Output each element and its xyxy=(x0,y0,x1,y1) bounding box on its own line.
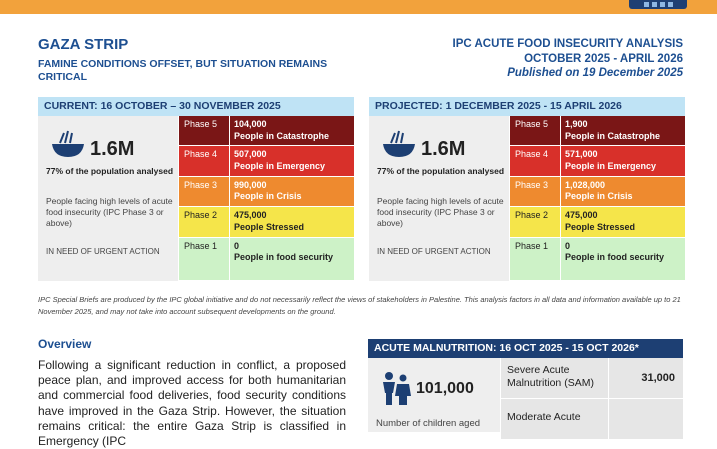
children-icon xyxy=(380,371,412,407)
phase-value: 104,000 xyxy=(234,119,267,129)
phase-label: Phase 2 xyxy=(184,210,218,221)
phase-value: 571,000 xyxy=(565,149,598,160)
phase-value: 1,900 xyxy=(565,119,588,129)
mam-row xyxy=(501,399,683,439)
page-subtitle: FAMINE CONDITIONS OFFSET, BUT SITUATION REMAINS CRITICAL xyxy=(38,58,328,83)
phase-desc: People in food security xyxy=(565,252,665,263)
phase-desc: People in Crisis xyxy=(565,191,633,202)
current-description: People facing high levels of acute food insecurity (IPC Phase 3 or above) xyxy=(46,196,173,228)
phase-label: Phase 3 xyxy=(515,179,549,190)
sam-row xyxy=(501,358,683,398)
phase-desc: People in food security xyxy=(234,252,334,263)
phase-label: Phase 5 xyxy=(515,119,549,129)
page-title: GAZA STRIP xyxy=(38,36,129,53)
phase-row xyxy=(510,238,685,281)
projected-summary xyxy=(369,116,509,281)
phase-value: 1,028,000 xyxy=(565,179,606,190)
projected-heading: PROJECTED: 1 DECEMBER 2025 - 15 APRIL 2026 xyxy=(369,97,685,116)
phase-row xyxy=(179,238,354,281)
phase-row xyxy=(510,177,685,207)
phase-desc: People in Catastrophe xyxy=(565,130,661,141)
analysis-header xyxy=(453,37,683,81)
overview-title: Overview xyxy=(38,337,92,351)
phase-label: Phase 1 xyxy=(515,240,549,251)
projected-panel xyxy=(369,97,685,281)
current-need: IN NEED OF URGENT ACTION xyxy=(46,247,160,256)
phase-row xyxy=(510,146,685,176)
phase-value: 0 xyxy=(565,240,571,251)
food-bowl-icon xyxy=(50,129,86,161)
malnutrition-heading: ACUTE MALNUTRITION: 16 OCT 2025 - 15 OCT 2026* xyxy=(368,339,683,358)
published-date: Published on 19 December 2025 xyxy=(507,67,683,79)
current-summary xyxy=(38,116,178,281)
projected-description: People facing high levels of acute food insecurity (IPC Phase 3 or above) xyxy=(377,196,504,228)
phase-row xyxy=(179,116,354,146)
ipc-logo xyxy=(629,0,687,9)
children-count: 101,000 xyxy=(416,380,474,397)
phase-desc: People in Catastrophe xyxy=(234,130,330,141)
phase-label: Phase 4 xyxy=(184,149,218,160)
disclaimer-text: IPC Special Briefs are produced by the IPC global initiative and do not necessarily reflect the views of stakeholders in Palestine. This analysis factors in all data and information available up to 21 November 2025, and may not take into account subsequent developments on the ground. xyxy=(38,295,681,316)
analysis-period: OCTOBER 2025 - APRIL 2026 xyxy=(524,52,683,65)
phase-desc: People in Emergency xyxy=(565,160,657,171)
phase-desc: People Stressed xyxy=(234,221,305,232)
phase-label: Phase 5 xyxy=(184,119,218,129)
analysis-title: IPC ACUTE FOOD INSECURITY ANALYSIS xyxy=(452,38,683,50)
malnutrition-summary xyxy=(368,358,500,432)
projected-need: IN NEED OF URGENT ACTION xyxy=(377,247,491,256)
sam-label: Severe Acute Malnutrition (SAM) xyxy=(501,358,609,398)
top-accent-bar xyxy=(0,0,717,14)
phase-value: 475,000 xyxy=(565,210,598,221)
food-bowl-icon xyxy=(381,129,417,161)
mam-label: Moderate Acute xyxy=(501,399,609,439)
sam-value: 31,000 xyxy=(641,372,675,384)
phase-label: Phase 1 xyxy=(184,240,218,251)
phase-label: Phase 3 xyxy=(184,179,218,190)
phase-row xyxy=(179,177,354,207)
overview-text: Following a significant reduction in conflict, a proposed peace plan, and improved access for both humanitarian and commercial food deliveries, food security conditions have improved in the Gaza Strip. However, the situation remains critical: the entire Gaza Strip is classified in Emergency (IPC xyxy=(38,358,346,449)
projected-population: 1.6M xyxy=(421,138,466,160)
projected-phase-table xyxy=(510,116,685,281)
projected-share: 77% of the population analysed xyxy=(377,166,505,176)
current-population: 1.6M xyxy=(90,138,135,160)
phase-desc: People in Crisis xyxy=(234,191,302,202)
current-panel xyxy=(38,97,354,281)
phase-row xyxy=(510,207,685,237)
current-heading: CURRENT: 16 OCTOBER – 30 NOVEMBER 2025 xyxy=(38,97,354,116)
current-share: 77% of the population analysed xyxy=(46,166,174,176)
phase-row xyxy=(179,207,354,237)
phase-desc: People in Emergency xyxy=(234,160,326,171)
mam-value xyxy=(609,399,683,439)
children-label: Number of children aged xyxy=(376,418,481,429)
current-phase-table xyxy=(179,116,354,281)
phase-row xyxy=(179,146,354,176)
phase-label: Phase 4 xyxy=(515,149,549,160)
phase-desc: People Stressed xyxy=(565,221,636,232)
phase-value: 990,000 xyxy=(234,179,267,190)
phase-row xyxy=(510,116,685,146)
phase-value: 475,000 xyxy=(234,210,267,221)
phase-value: 507,000 xyxy=(234,149,267,160)
phase-value: 0 xyxy=(234,240,240,251)
phase-label: Phase 2 xyxy=(515,210,549,221)
malnutrition-panel xyxy=(368,339,683,432)
